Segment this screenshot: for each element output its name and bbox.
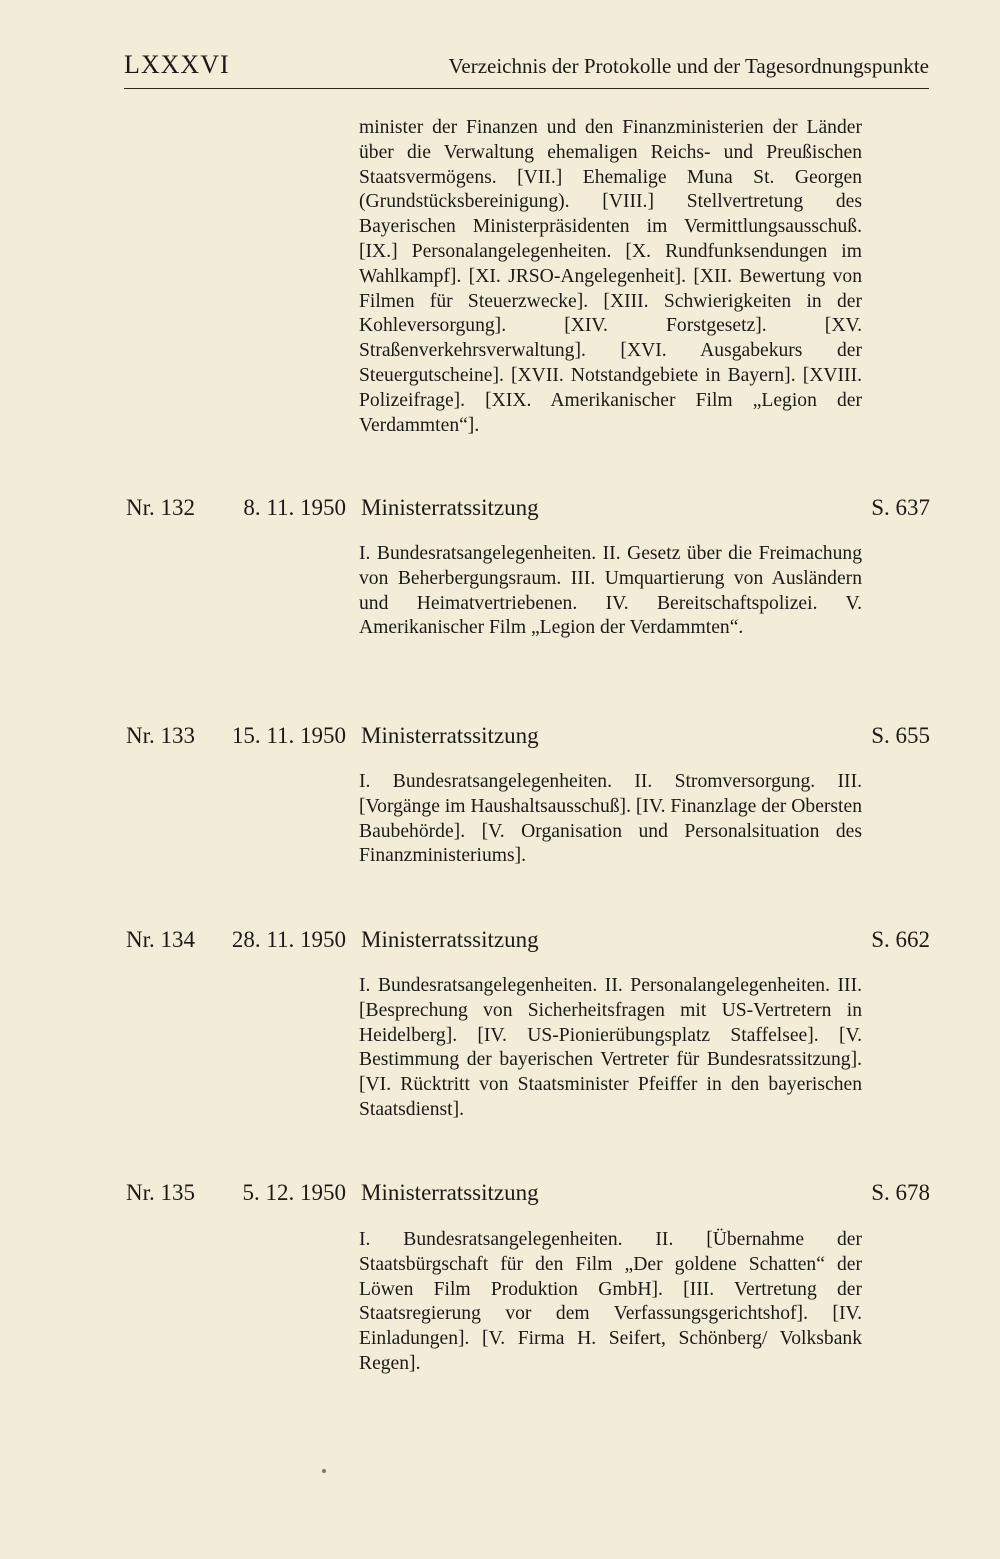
print-speck bbox=[322, 1469, 326, 1473]
entry-133-agenda: I. Bundesratsangelegenheiten. II. Stromversorgung. III. [Vorgänge im Haushaltsausschuß]. [IV. Finanzlage der Obersten Baubehörde]. [V. Organisation und Personalsituation des Finanzministeriums]. bbox=[359, 771, 862, 867]
page-header bbox=[124, 48, 929, 89]
entry-133-heading bbox=[126, 723, 930, 755]
entry-134-agenda: I. Bundesratsangelegenheiten. II. Personalangelegenheiten. III. [Besprechung von Sicherheitsfragen mit US-Vertretern in Heidelberg]. [IV. US-Pionierübungsplatz Staffelsee]. [V. Bestimmung der bayerischen Vertreter für Bundesratssitzung]. [VI. Rücktritt von Staatsminister Pfeiffer in den bayerischen Staatsdienst]. bbox=[359, 975, 862, 1120]
entry-date: 15. 11. 1950 bbox=[231, 723, 346, 748]
entry-title: Ministerratssitzung bbox=[361, 495, 539, 520]
entry-date: 28. 11. 1950 bbox=[231, 927, 346, 952]
entry-page-ref: S. 662 bbox=[871, 927, 930, 952]
running-title: Verzeichnis der Protokolle und der Tagesordnungspunkte bbox=[448, 54, 929, 78]
entry-134-heading bbox=[126, 927, 930, 959]
entry-date: 8. 11. 1950 bbox=[243, 495, 346, 520]
entry-132-agenda: I. Bundesratsangelegenheiten. II. Gesetz über die Freimachung von Beherbergungsraum. III. Umquartierung von Ausländern und Heimatvertriebenen. IV. Bereitschaftspolizei. V. Amerikanischer Film „Legion der Verdammten“. bbox=[359, 543, 862, 639]
entry-page-ref: S. 678 bbox=[871, 1180, 930, 1205]
entry-135-heading bbox=[126, 1180, 930, 1212]
entry-number: Nr. 132 bbox=[126, 495, 195, 520]
entry-number: Nr. 135 bbox=[126, 1180, 195, 1205]
entry-132-heading bbox=[126, 495, 930, 527]
entry-135-agenda: I. Bundesratsangelegenheiten. II. [Übernahme der Staatsbürgschaft für den Film „Der goldene Schatten“ der Löwen Film Produktion GmbH]. [III. Vertretung der Staatsregierung vor dem Verfassungsgerichtshof]. [IV. Einladungen]. [V. Firma H. Seifert, Schönberg/ Volksbank Regen]. bbox=[359, 1229, 862, 1374]
entry-title: Ministerratssitzung bbox=[361, 927, 539, 952]
page-number: LXXXVI bbox=[124, 50, 230, 79]
entry-page-ref: S. 655 bbox=[871, 723, 930, 748]
entry-number: Nr. 134 bbox=[126, 927, 195, 952]
entry-date: 5. 12. 1950 bbox=[242, 1180, 346, 1205]
entry-number: Nr. 133 bbox=[126, 723, 195, 748]
continued-agenda-text: minister der Finanzen und den Finanzministerien der Länder über die Verwaltung ehemaligen Reichs- und Preußischen Staatsvermögens. [VII.] Ehemalige Muna St. Georgen (Grundstücksbereinigung). [VIII.] Stellvertretung des Bayerischen Ministerpräsidenten im Vermittlungsausschuß. [IX.] Personalangelegenheiten. [X. Rundfunksendungen im Wahlkampf]. [XI. JRSO-Angelegenheit]. [XII. Bewertung von Filmen für Steuerzwecke]. [XIII. Schwierigkeiten in der Kohleversorgung]. [XIV. Forstgesetz]. [XV. Straßenverkehrsverwaltung]. [XVI. Ausgabekurs der Steuergutscheine]. [XVII. Notstandgebiete in Bayern]. [XVIII. Polizeifrage]. [XIX. Amerikanischer Film „Legion der Verdammten“]. bbox=[359, 117, 862, 436]
entry-page-ref: S. 637 bbox=[871, 495, 930, 520]
entry-title: Ministerratssitzung bbox=[361, 723, 539, 748]
entry-title: Ministerratssitzung bbox=[361, 1180, 539, 1205]
